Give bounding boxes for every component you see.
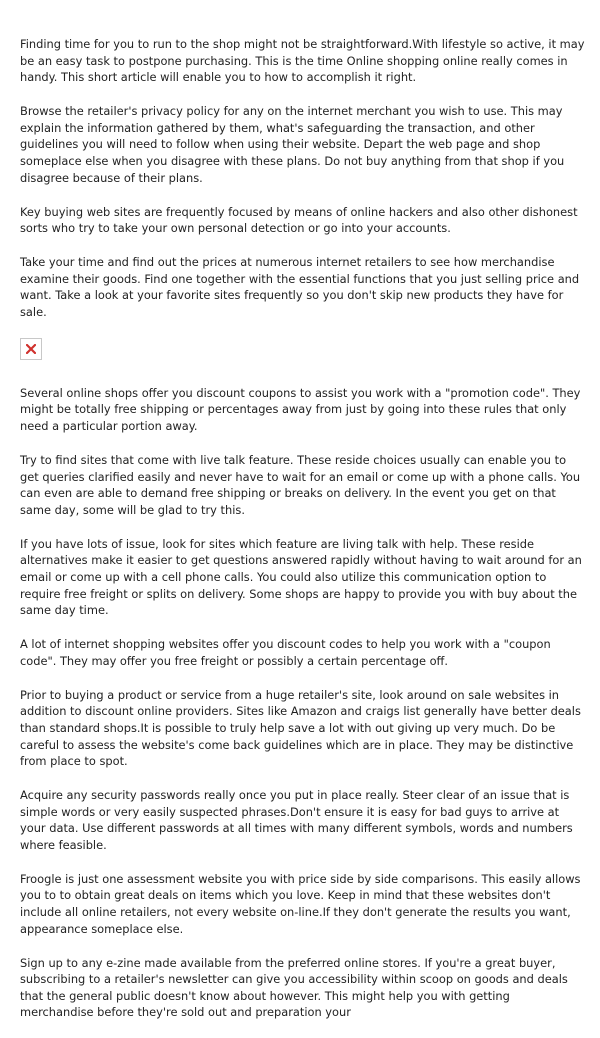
paragraph: Acquire any security passwords really once you put in place really. Steer clear of an issue that is simple words or very easily suspected phrases.Don't ensure it is easy for bad guys to arrive at your data. Use different passwords at all times with many different symbols, words and numbers where feasible. bbox=[20, 788, 573, 852]
paragraph: Browse the retailer's privacy policy for any on the internet merchant you wish to use. This may explain the information gathered by them, what's safeguarding the transaction, and other guidelines you will need to follow when using their website. Depart the web page and shop someplace else when you disagree with these plans. Do not buy anything from that shop if you disagree because of their plans. bbox=[20, 104, 565, 185]
paragraph: Several online shops offer you discount coupons to assist you work with a "promotion code". They might be totally free shipping or percentages away from just by going into these rules that only need a particular portion away. bbox=[20, 385, 581, 434]
broken-image-icon bbox=[26, 344, 36, 354]
article-body bbox=[20, 36, 585, 1038]
paragraph: Sign up to any e-zine made available from the preferred online stores. If you're a great buyer, subscribing to a retailer's newsletter can give you accessibility within scoop on goods and deals that the general public doesn't know about however. This might help you with getting merchandise before they're sold out and preparation your bbox=[20, 955, 568, 1020]
paragraph: Froogle is just one assessment website you with price side by side comparisons. This easily allows you to to obtain great deals on items which you love. Keep in mind that these websites don't include all online retailers, not every website on-line.If they don't generate the results you want, appearance someplace else. bbox=[20, 871, 581, 936]
paragraph: If you have lots of issue, look for sites which feature are living talk with help. These reside alternatives make it easier to get questions answered rapidly without having to wait around for an email or come up with a cell phone calls. You could also utilize this communication option to require free freight or splits on delivery. Some shops are happy to provide you with buy about the same day time. bbox=[20, 536, 582, 618]
paragraph: A lot of internet shopping websites offer you discount codes to help you work with a "coupon code". They may offer you free freight or possibly a certain percentage off. bbox=[20, 637, 551, 668]
paragraph: Try to find sites that come with live talk feature. These reside choices usually can enable you to get queries clarified easily and never have to wait for an email or come up with a phone calls. You can even are able to demand free shipping or breaks on delivery. In the event you get on that same day, some will be glad to try this. bbox=[20, 453, 581, 517]
broken-image-placeholder bbox=[20, 338, 42, 360]
paragraph: Finding time for you to run to the shop might not be straightforward.With lifestyle so active, it may be an easy task to postpone purchasing. This is the time Online shopping online really comes in handy. This short article will enable you to how to accomplish it right. bbox=[20, 37, 585, 85]
paragraph: Take your time and find out the prices at numerous internet retailers to see how merchandise examine their goods. Find one together with the essential functions that you just selling price and want. Take a look at your favorite sites frequently so you don't skip new products they have for sale. bbox=[20, 255, 580, 319]
paragraph: Prior to buying a product or service from a huge retailer's site, look around on sale websites in addition to discount online providers. Sites like Amazon and craigs list generally have better deals than standard shops.It is possible to truly help save a lot with out giving up very much. Do be careful to assess the website's come back guidelines which are in place. They may be distinctive from place to spot. bbox=[20, 687, 581, 769]
paragraph: Key buying web sites are frequently focused by means of online hackers and also other dishonest sorts who try to take your own personal detection or go into your accounts. bbox=[20, 204, 578, 236]
